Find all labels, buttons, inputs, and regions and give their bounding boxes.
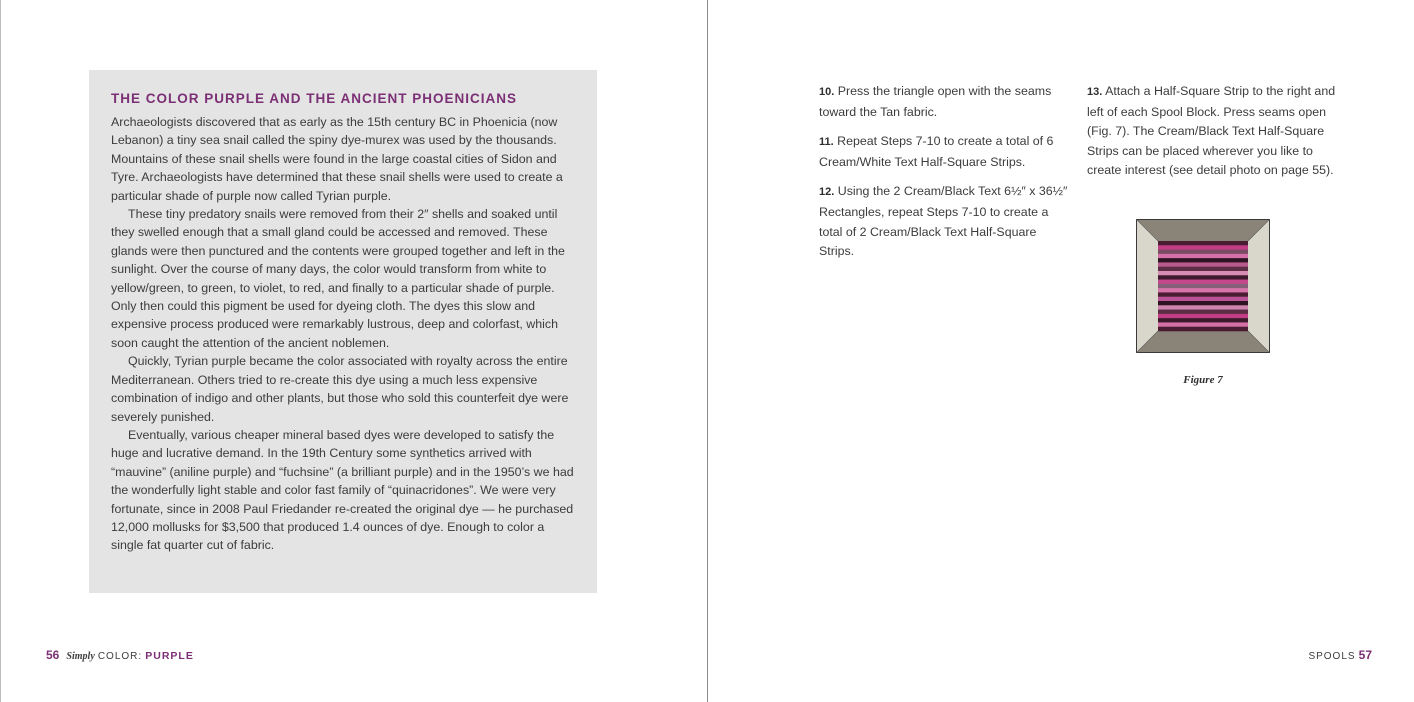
spool-stripe <box>1158 284 1248 289</box>
sidebar-paragraph: Eventually, various cheaper mineral based dyes were developed to satisfy the huge and lucrative demand. In the 19th Century some synthetics arrived with “mauvine” (aniline purple) and “fuchsine” (a brilliant purple) and in the 1950’s we had the wonderfully light stable and color fast family of “quinacridones”. We were very fortunate, since in 2008 Paul Friedander re-created the original dye — he purchased 12,000 mollusks for $3,500 that produced 1.4 ounces of dye. Enough to color a single fat quarter cut of fabric. <box>111 427 574 553</box>
figure-7-spool-block <box>1136 219 1270 353</box>
spool-stripe <box>1158 250 1248 255</box>
step-number: 12. <box>819 186 835 199</box>
step-number: 11. <box>819 136 834 149</box>
step-item <box>819 82 1069 122</box>
spool-stripe <box>1158 292 1248 297</box>
spool-stripe <box>1158 314 1248 319</box>
step-text: Repeat Steps 7-10 to create a total of 6 Cream/White Text Half-Square Strips. <box>819 134 1054 169</box>
book-brand: Simply <box>66 651 95 662</box>
spool-stripe <box>1158 288 1248 293</box>
folio-right <box>1308 648 1372 662</box>
steps-column-2 <box>1087 82 1347 191</box>
spool-stripe <box>1158 245 1248 250</box>
spool-stripe <box>1158 318 1248 323</box>
sidebar-box <box>89 70 597 593</box>
step-number: 13. <box>1087 86 1103 98</box>
page-number: 57 <box>1358 648 1372 662</box>
spool-stripe <box>1158 327 1248 332</box>
book-title-color: PURPLE <box>145 650 194 662</box>
spool-stripe <box>1158 241 1248 246</box>
spool-stripe <box>1158 280 1248 285</box>
sidebar-paragraph: These tiny predatory snails were removed from their 2″ shells and soaked until they swelled enough that a small gland could be accessed and removed. These glands were then punctured and the contents were grouped together and left in the sunlight. Over the course of many days, the color would transform from white to yellow/green, to green, to violet, to red, and finally to a particular shade of purple. Only then could this pigment be used for dyeing cloth. The dyes this slow and expensive process produced were remarkably lustrous, deep and colorfast, which soon caught the attention of the ancient noblemen. <box>111 207 565 350</box>
steps-column-1 <box>819 82 1069 272</box>
spool-stripe <box>1158 310 1248 315</box>
step-text: Attach a Half-Square Strip to the right and left of each Spool Block. Press seams open (Fig. 7). The Cream/Black Text Half-Square Strips can be placed wherever you like to create interest (see detail photo on page 55). <box>1087 84 1336 178</box>
spool-stripe <box>1158 297 1248 302</box>
chapter-name: SPOOLS <box>1308 651 1356 662</box>
step-text: Press the triangle open with the seams toward the Tan fabric. <box>819 84 1052 119</box>
spool-stripe <box>1158 258 1248 263</box>
step-item <box>819 182 1069 261</box>
page-number: 56 <box>46 648 60 662</box>
page-edge <box>0 0 1 702</box>
spool-stripe <box>1158 254 1248 259</box>
sidebar-title: THE COLOR PURPLE AND THE ANCIENT PHOENICIANS <box>111 91 518 106</box>
step-item <box>1087 82 1347 181</box>
book-gutter <box>707 0 708 702</box>
step-item <box>819 132 1069 172</box>
left-half-square-strip <box>1136 219 1158 353</box>
right-half-square-strip <box>1248 219 1270 353</box>
spool-stripe <box>1158 322 1248 327</box>
spool-stripe <box>1158 267 1248 272</box>
spool-stripes <box>1158 241 1248 331</box>
sidebar-paragraph: Quickly, Tyrian purple became the color associated with royalty across the entire Mediterranean. Others tried to re-create this dye using a much less expensive combination of indigo and other plants, but those who sold this counterfeit dye were severely punished. <box>111 354 569 424</box>
figure-caption: Figure 7 <box>1183 374 1223 386</box>
book-title: COLOR: <box>97 651 143 662</box>
sidebar-paragraph: Archaeologists discovered that as early as the 15th century BC in Phoenicia (now Lebanon) a tiny sea snail called the spiny dye-murex was used by the thousands. Mountains of these snail shells were found in the large coastal cities of Sidon and Tyre. Archaeologists have determined that these snail shells were used to create a particular shade of purple now called Tyrian purple. <box>111 115 563 203</box>
folio-left <box>46 648 194 662</box>
step-number: 10. <box>819 86 835 98</box>
spool-stripe <box>1158 262 1248 267</box>
spool-stripe <box>1158 305 1248 310</box>
step-text: Using the 2 Cream/Black Text 6½″ x 36½″ Rectangles, repeat Steps 7-10 to create a total of 2 Cream/Black Text Half-Square Strips. <box>819 184 1068 259</box>
spool-stripe <box>1158 271 1248 276</box>
spool-stripe <box>1158 301 1248 306</box>
spool-stripe <box>1158 275 1248 280</box>
